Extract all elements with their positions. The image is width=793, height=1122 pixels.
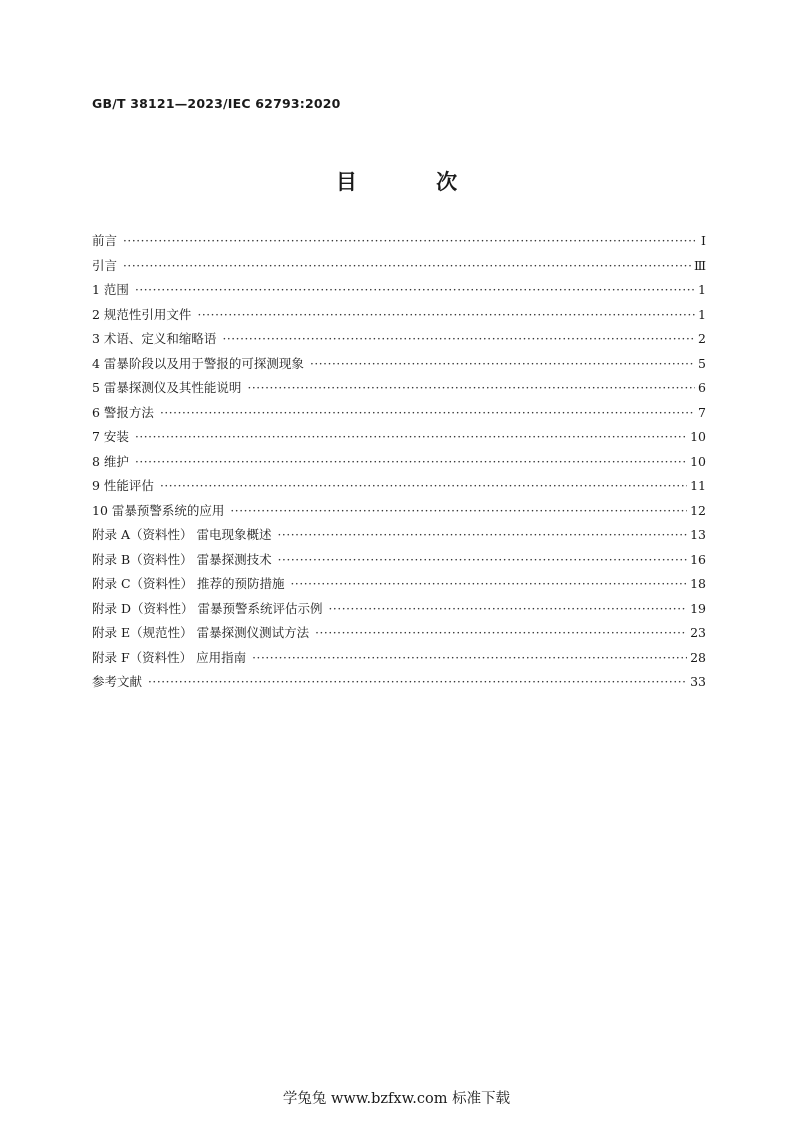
toc-entry-annex-a[interactable] [92,526,706,551]
toc-entry-introduction[interactable] [92,257,706,282]
toc-leader-dots [315,624,687,642]
toc-entry-page: 10 [690,453,706,469]
toc-entry-8[interactable] [92,453,706,478]
toc-leader-dots [160,404,695,422]
toc-entry-page: 16 [690,551,706,567]
toc-entry-label: 附录 E（规范性） 雷暴探测仪测试方法 [92,625,310,640]
toc-entry-annex-e[interactable] [92,624,706,649]
toc-entry-label: 引言 [92,257,118,273]
toc-leader-dots [160,477,687,495]
toc-entry-4[interactable] [92,355,706,380]
toc-entry-label: 附录 A（资料性） 雷电现象概述 [92,527,272,542]
toc-entry-annex-f[interactable] [92,649,706,674]
toc-entry-label: 8 维护 [92,453,129,469]
toc-entry-5[interactable] [92,379,706,404]
toc-entry-6[interactable] [92,404,706,429]
toc-entry-bibliography[interactable] [92,673,706,698]
toc-entry-page: 13 [690,527,706,542]
standard-code: GB/T 38121—2023/IEC 62793:2020 [92,96,341,111]
toc-entry-page: 28 [690,649,706,665]
toc-entry-label: 5 雷暴探测仪及其性能说明 [92,380,242,395]
toc-leader-dots [278,551,687,569]
toc-entry-page: 7 [698,404,706,420]
toc-entry-3[interactable] [92,330,706,355]
toc-entry-2[interactable] [92,306,706,331]
toc-entry-page: Ⅰ [701,233,706,248]
toc-entry-page: 1 [698,282,706,297]
toc-leader-dots [310,355,695,373]
toc-entry-page: 6 [698,380,706,395]
page-title: 目 次 [335,170,494,194]
toc-leader-dots [277,526,687,544]
toc-entry-page: 18 [690,576,706,591]
toc-entry-label: 前言 [92,233,118,248]
toc-entry-label: 附录 F（资料性） 应用指南 [92,649,247,665]
toc-leader-dots [135,428,687,446]
toc-leader-dots [230,502,687,520]
toc-entry-9[interactable] [92,477,706,502]
toc-entry-label: 4 雷暴阶段以及用于警报的可探测现象 [92,355,304,371]
toc-entry-annex-c[interactable] [92,575,706,600]
toc-entry-annex-b[interactable] [92,551,706,576]
table-of-contents [92,232,706,698]
toc-entry-annex-d[interactable] [92,600,706,625]
toc-entry-label: 附录 B（资料性） 雷暴探测技术 [92,551,272,567]
toc-entry-label: 2 规范性引用文件 [92,306,192,322]
toc-entry-page: Ⅲ [693,257,706,273]
toc-entry-page: 19 [690,600,706,616]
toc-entry-foreword[interactable] [92,232,706,257]
toc-entry-label: 9 性能评估 [92,478,154,493]
toc-leader-dots [291,575,688,593]
toc-leader-dots [222,330,695,348]
toc-entry-7[interactable] [92,428,706,453]
toc-leader-dots [148,673,687,691]
toc-entry-label: 1 范围 [92,282,129,297]
toc-leader-dots [197,306,695,324]
toc-entry-10[interactable] [92,502,706,527]
toc-leader-dots [135,281,695,299]
toc-entry-page: 12 [690,502,706,518]
toc-entry-label: 10 雷暴预警系统的应用 [92,502,225,518]
toc-entry-label: 附录 C（资料性） 推荐的预防措施 [92,576,285,591]
toc-leader-dots [252,649,687,667]
toc-entry-page: 5 [698,355,706,371]
toc-entry-page: 23 [690,625,706,640]
toc-entry-page: 11 [690,478,706,493]
toc-entry-page: 2 [698,331,706,346]
toc-entry-page: 10 [690,429,706,444]
toc-entry-1[interactable] [92,281,706,306]
toc-leader-dots [123,232,695,250]
toc-leader-dots [328,600,687,618]
toc-entry-label: 6 警报方法 [92,404,154,420]
toc-entry-page: 1 [698,306,706,322]
watermark-footer: 学兔兔 www.bzfxw.com 标准下载 [282,1091,511,1107]
toc-entry-page: 33 [690,674,706,689]
toc-leader-dots [247,379,695,397]
toc-leader-dots [135,453,687,471]
toc-entry-label: 7 安装 [92,429,129,444]
toc-entry-label: 3 术语、定义和缩略语 [92,331,217,346]
toc-leader-dots [123,257,691,275]
toc-entry-label: 附录 D（资料性） 雷暴预警系统评估示例 [92,600,323,616]
toc-entry-label: 参考文献 [92,674,143,689]
